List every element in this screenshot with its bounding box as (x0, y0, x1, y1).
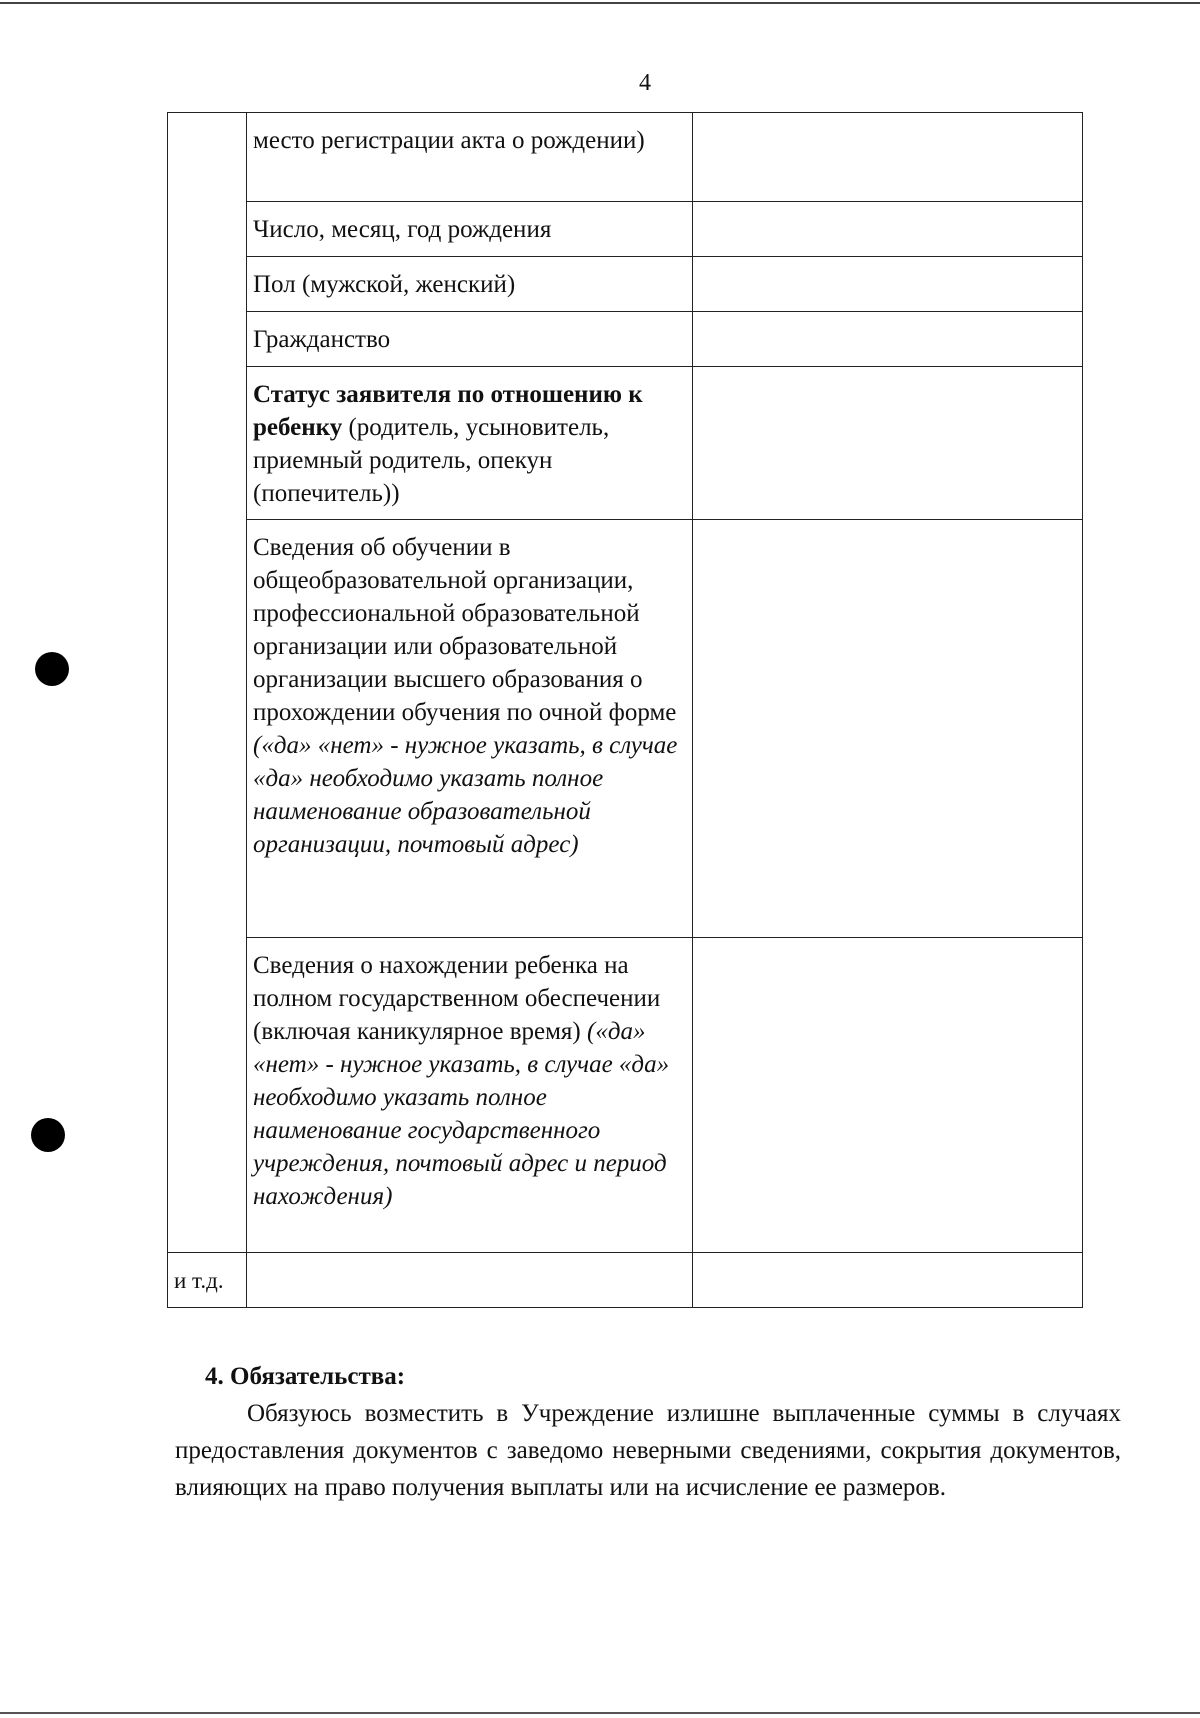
scan-edge-bottom (0, 1712, 1200, 1714)
field-value-education[interactable] (693, 520, 1083, 938)
table-row (168, 113, 1083, 202)
etc-label: и т.д. (168, 1253, 247, 1308)
field-label-state-care (247, 938, 693, 1253)
field-label-sex: Пол (мужской, женский) (247, 257, 693, 312)
field-value-citizenship[interactable] (693, 312, 1083, 367)
field-label-education (247, 520, 693, 938)
field-label-education-hint: («да» «нет» - нужное указать, в случае «да» необходимо указать полное наименование образовательной организации, почтовый адрес) (253, 732, 678, 858)
field-value-state-care[interactable] (693, 938, 1083, 1253)
table-row (168, 257, 1083, 312)
obligations-heading: 4. Обязательства: (205, 1363, 406, 1390)
table-row (168, 202, 1083, 257)
table-row (168, 312, 1083, 367)
field-label-state-care-text: Сведения о нахождении ребенка на полном государственном обеспечении (включая каникулярное время) (253, 952, 661, 1045)
row-number-cell (168, 113, 247, 1253)
field-label-citizenship: Гражданство (247, 312, 693, 367)
table-row (168, 520, 1083, 938)
field-label-education-text: Сведения об обучении в общеобразовательной организации, профессиональной образовательной организации или образовательной организации высшего образования о прохождении обучения по очной форме (253, 534, 677, 726)
field-label-applicant-status (247, 367, 693, 520)
field-value-birth-registration[interactable] (693, 113, 1083, 202)
table-row (168, 938, 1083, 1253)
field-label-birth-registration: место регистрации акта о рождении) (247, 113, 693, 202)
applicant-info-table (167, 112, 1083, 1308)
table-row (168, 367, 1083, 520)
field-value-applicant-status[interactable] (693, 367, 1083, 520)
page-number: 4 (639, 70, 651, 96)
field-label-state-care-hint: («да» «нет» - нужное указать, в случае «да» необходимо указать полное наименование государственного учреждения, почтовый адрес и период нахождения) (253, 1018, 670, 1210)
field-label-applicant-status-rest: (родитель, усыновитель, приемный родитель, опекун (попечитель)) (253, 414, 610, 507)
field-label-applicant-status-bold: Статус заявителя по отношению к ребенку (253, 381, 643, 441)
etc-field-value[interactable] (693, 1253, 1083, 1308)
punch-hole-icon (35, 652, 69, 686)
obligations-body: Обязуюсь возместить в Учреждение излишне выплаченные суммы в случаях предоставления документов с заведомо неверными сведениями, сокрытия документов, влияющих на право получения выплаты или на исчисление ее размеров. (175, 1400, 1121, 1501)
obligations-section (175, 1358, 1125, 1506)
table-row (168, 1253, 1083, 1308)
field-label-birth-date: Число, месяц, год рождения (247, 202, 693, 257)
scan-edge-top (0, 2, 1200, 4)
etc-field-label[interactable] (247, 1253, 693, 1308)
punch-hole-icon (31, 1118, 65, 1152)
field-value-sex[interactable] (693, 257, 1083, 312)
field-value-birth-date[interactable] (693, 202, 1083, 257)
